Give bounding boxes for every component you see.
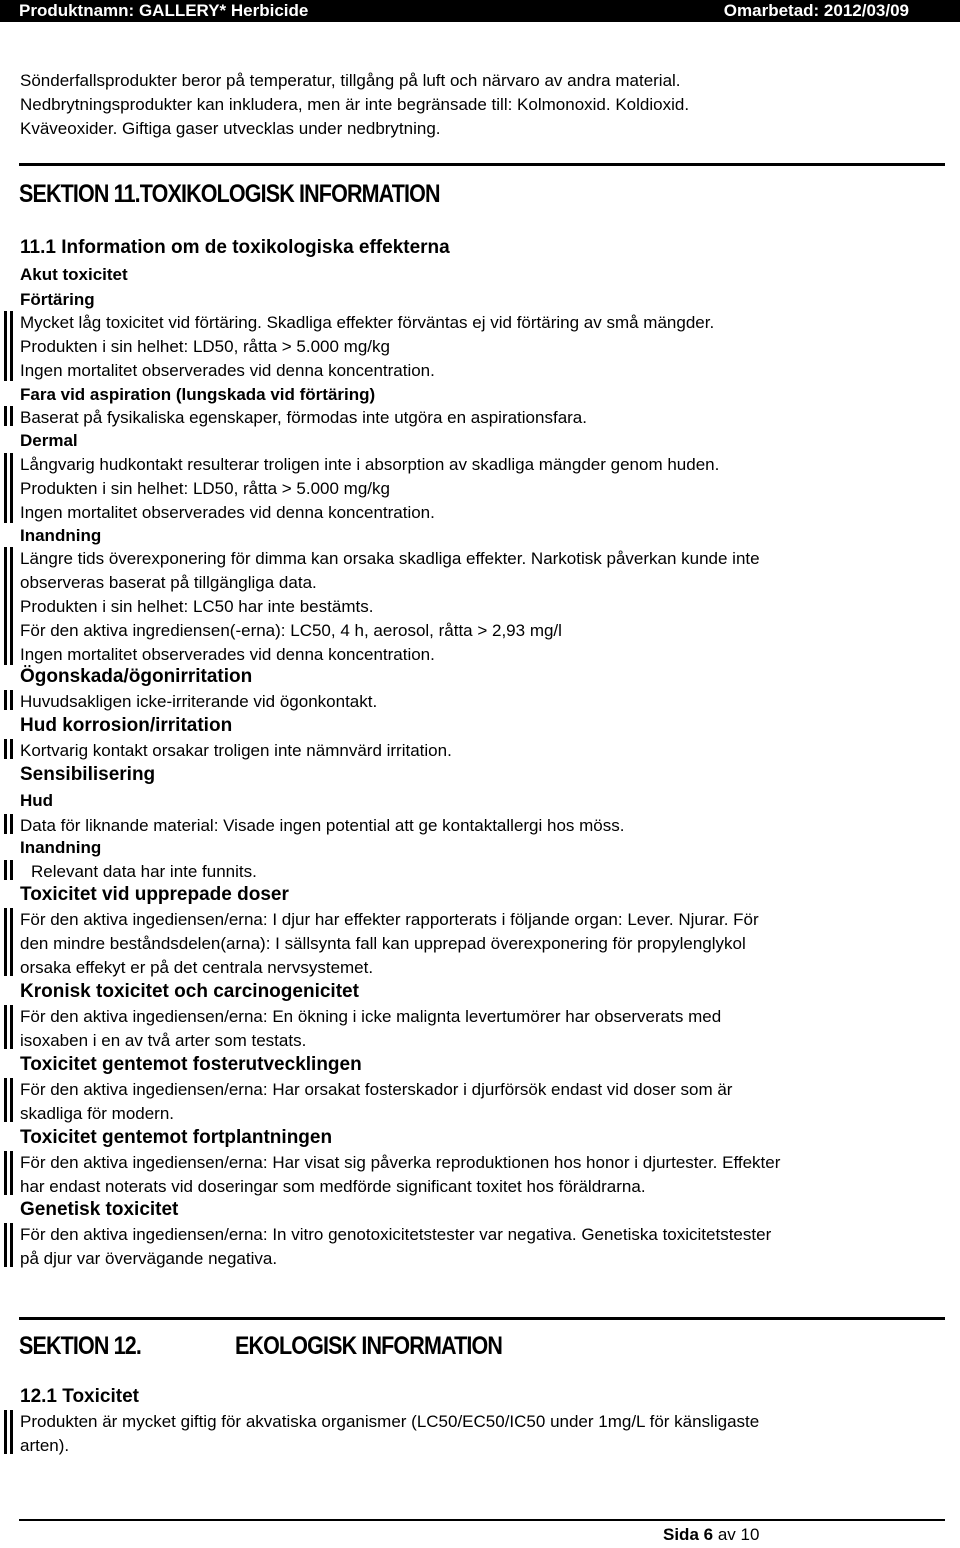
acute-toxicity-heading: Akut toxicitet [20, 265, 128, 284]
revision-bar [4, 908, 7, 976]
revision-bar [10, 860, 13, 880]
chronic-line: isoxaben i en av två arter som testats. [20, 1031, 307, 1050]
repeated-dose-line: För den aktiva ingediensen/erna: I djur har effekter rapporterats i följande organ: Lever. Njurar. För [20, 910, 759, 929]
revision-date: Omarbetad: 2012/03/09 [723, 1, 909, 20]
inhalation-line: Längre tids överexponering för dimma kan orsaka skadliga effekter. Narkotisk påverkan kunde inte [20, 549, 760, 568]
page-label: Sida [663, 1525, 699, 1544]
developmental-line: För den aktiva ingediensen/erna: Har orsakat fosterskador i djurförsök endast vid doser som är [20, 1080, 733, 1099]
ecotox-line: arten). [20, 1436, 70, 1455]
revision-bar [4, 739, 7, 759]
reproductive-heading: Toxicitet gentemot fortplantningen [20, 1127, 333, 1148]
repeated-dose-line: den mindre beståndsdelen(arna): I sällsynta fall kan upprepad överexponering för propylenglykol [20, 934, 746, 953]
revision-bar [4, 1223, 7, 1267]
chronic-heading: Kronisk toxicitet och carcinogenicitet [20, 981, 359, 1002]
revision-bar [10, 739, 13, 759]
reproductive-line: har endast noterats vid doseringar som medförde significant toxitet hos föräldrarna. [20, 1177, 646, 1196]
revision-bar [10, 1410, 13, 1454]
revision-bar [10, 1151, 13, 1195]
revision-bar [10, 1005, 13, 1049]
intro-line: Kväveoxider. Giftiga gaser utvecklas under nedbrytning. [20, 119, 441, 138]
revision-bar [4, 311, 7, 381]
dermal-line: Ingen mortalitet observerades vid denna koncentration. [20, 503, 435, 522]
page-current: 6 [703, 1525, 714, 1544]
genetic-line: på djur var övervägande negativa. [20, 1249, 278, 1268]
revision-bar [4, 860, 7, 880]
page-number [663, 1525, 759, 1545]
revision-bar [4, 690, 7, 710]
dermal-line: Långvarig hudkontakt resulterar troligen inte i absorption av skadliga mängder genom huden. [20, 455, 720, 474]
revision-bar [10, 311, 13, 381]
page-total: av 10 [717, 1525, 760, 1544]
intro-line: Nedbrytningsprodukter kan inkludera, men är inte begränsade till: Kolmonoxid. Koldioxid. [20, 95, 690, 114]
dermal-line: Produkten i sin helhet: LD50, råtta > 5.000 mg/kg [20, 479, 390, 498]
chronic-line: För den aktiva ingediensen/erna: En ökning i icke malignta levertumörer har observerats med [20, 1007, 722, 1026]
section-rule [19, 1317, 945, 1320]
revision-bar [10, 1223, 13, 1267]
sens-inhal-text: Relevant data har inte funnits. [31, 862, 257, 881]
repeated-dose-heading: Toxicitet vid upprepade doser [20, 884, 289, 905]
revision-bar [4, 406, 7, 426]
subsection-title: 11.1 Information om de toxikologiska effekterna [20, 237, 450, 258]
revision-bar [4, 547, 7, 665]
footer-rule [19, 1519, 945, 1521]
dermal-heading: Dermal [20, 431, 78, 450]
revision-bar [10, 814, 13, 834]
revision-bar [10, 406, 13, 426]
ingestion-line: Ingen mortalitet observerades vid denna koncentration. [20, 361, 435, 380]
revision-bar [4, 1410, 7, 1454]
document-header [0, 0, 960, 22]
revision-bar [10, 690, 13, 710]
ingestion-heading: Förtäring [20, 290, 95, 309]
skin-text: Kortvarig kontakt orsakar troligen inte nämnvärd irritation. [20, 741, 452, 760]
revision-bar [4, 1078, 7, 1122]
eye-text: Huvudsakligen icke-irriterande vid ögonkontakt. [20, 692, 378, 711]
sens-skin-text: Data för liknande material: Visade ingen potential att ge kontaktallergi hos möss. [20, 816, 625, 835]
revision-bar [10, 908, 13, 976]
revision-bar [4, 1151, 7, 1195]
developmental-heading: Toxicitet gentemot fosterutvecklingen [20, 1054, 362, 1075]
inhalation-heading: Inandning [20, 526, 102, 545]
ingestion-line: Mycket låg toxicitet vid förtäring. Skadliga effekter förväntas ej vid förtäring av små mängder. [20, 313, 715, 332]
section-12-number: SEKTION 12. [19, 1332, 141, 1360]
genetic-line: För den aktiva ingediensen/erna: In vitro genotoxicitetstester var negativa. Genetiska toxicitetstester [20, 1225, 772, 1244]
revision-bar [10, 547, 13, 665]
eye-heading: Ögonskada/ögonirritation [20, 666, 253, 687]
subsection-title: 12.1 Toxicitet [20, 1386, 139, 1407]
sens-skin-heading: Hud [20, 791, 54, 810]
inhalation-line: Ingen mortalitet observerades vid denna koncentration. [20, 645, 435, 664]
revision-bar [4, 453, 7, 523]
section-11-title: SEKTION 11.TOXIKOLOGISK INFORMATION [19, 180, 440, 208]
reproductive-line: För den aktiva ingediensen/erna: Har visat sig påverka reproduktionen hos honor i djurtester. Effekter [20, 1153, 781, 1172]
inhalation-line: För den aktiva ingrediensen(-erna): LC50, 4 h, aerosol, råtta > 2,93 mg/l [20, 621, 562, 640]
ecotox-line: Produkten är mycket giftig för akvatiska organismer (LC50/EC50/IC50 under 1mg/L för känsligaste [20, 1412, 760, 1431]
section-12-title: EKOLOGISK INFORMATION [235, 1332, 503, 1360]
product-name: Produktnamn: GALLERY* Herbicide [19, 1, 309, 20]
sensitization-heading: Sensibilisering [20, 764, 156, 785]
intro-line: Sönderfallsprodukter beror på temperatur, tillgång på luft och närvaro av andra material. [20, 71, 681, 90]
aspiration-text: Baserat på fysikaliska egenskaper, förmodas inte utgöra en aspirationsfara. [20, 408, 587, 427]
revision-bar [4, 1005, 7, 1049]
revision-bar [10, 453, 13, 523]
skin-heading: Hud korrosion/irritation [20, 715, 233, 736]
inhalation-line: observeras baserat på tillgängliga data. [20, 573, 317, 592]
aspiration-heading: Fara vid aspiration (lungskada vid förtäring) [20, 385, 376, 404]
sens-inhal-heading: Inandning [20, 838, 102, 857]
revision-bar [4, 814, 7, 834]
section-rule [19, 163, 945, 166]
inhalation-line: Produkten i sin helhet: LC50 har inte bestämts. [20, 597, 374, 616]
developmental-line: skadliga för modern. [20, 1104, 175, 1123]
ingestion-line: Produkten i sin helhet: LD50, råtta > 5.000 mg/kg [20, 337, 390, 356]
genetic-heading: Genetisk toxicitet [20, 1199, 179, 1220]
repeated-dose-line: orsaka effekyt er på det centrala nervsystemet. [20, 958, 374, 977]
revision-bar [10, 1078, 13, 1122]
